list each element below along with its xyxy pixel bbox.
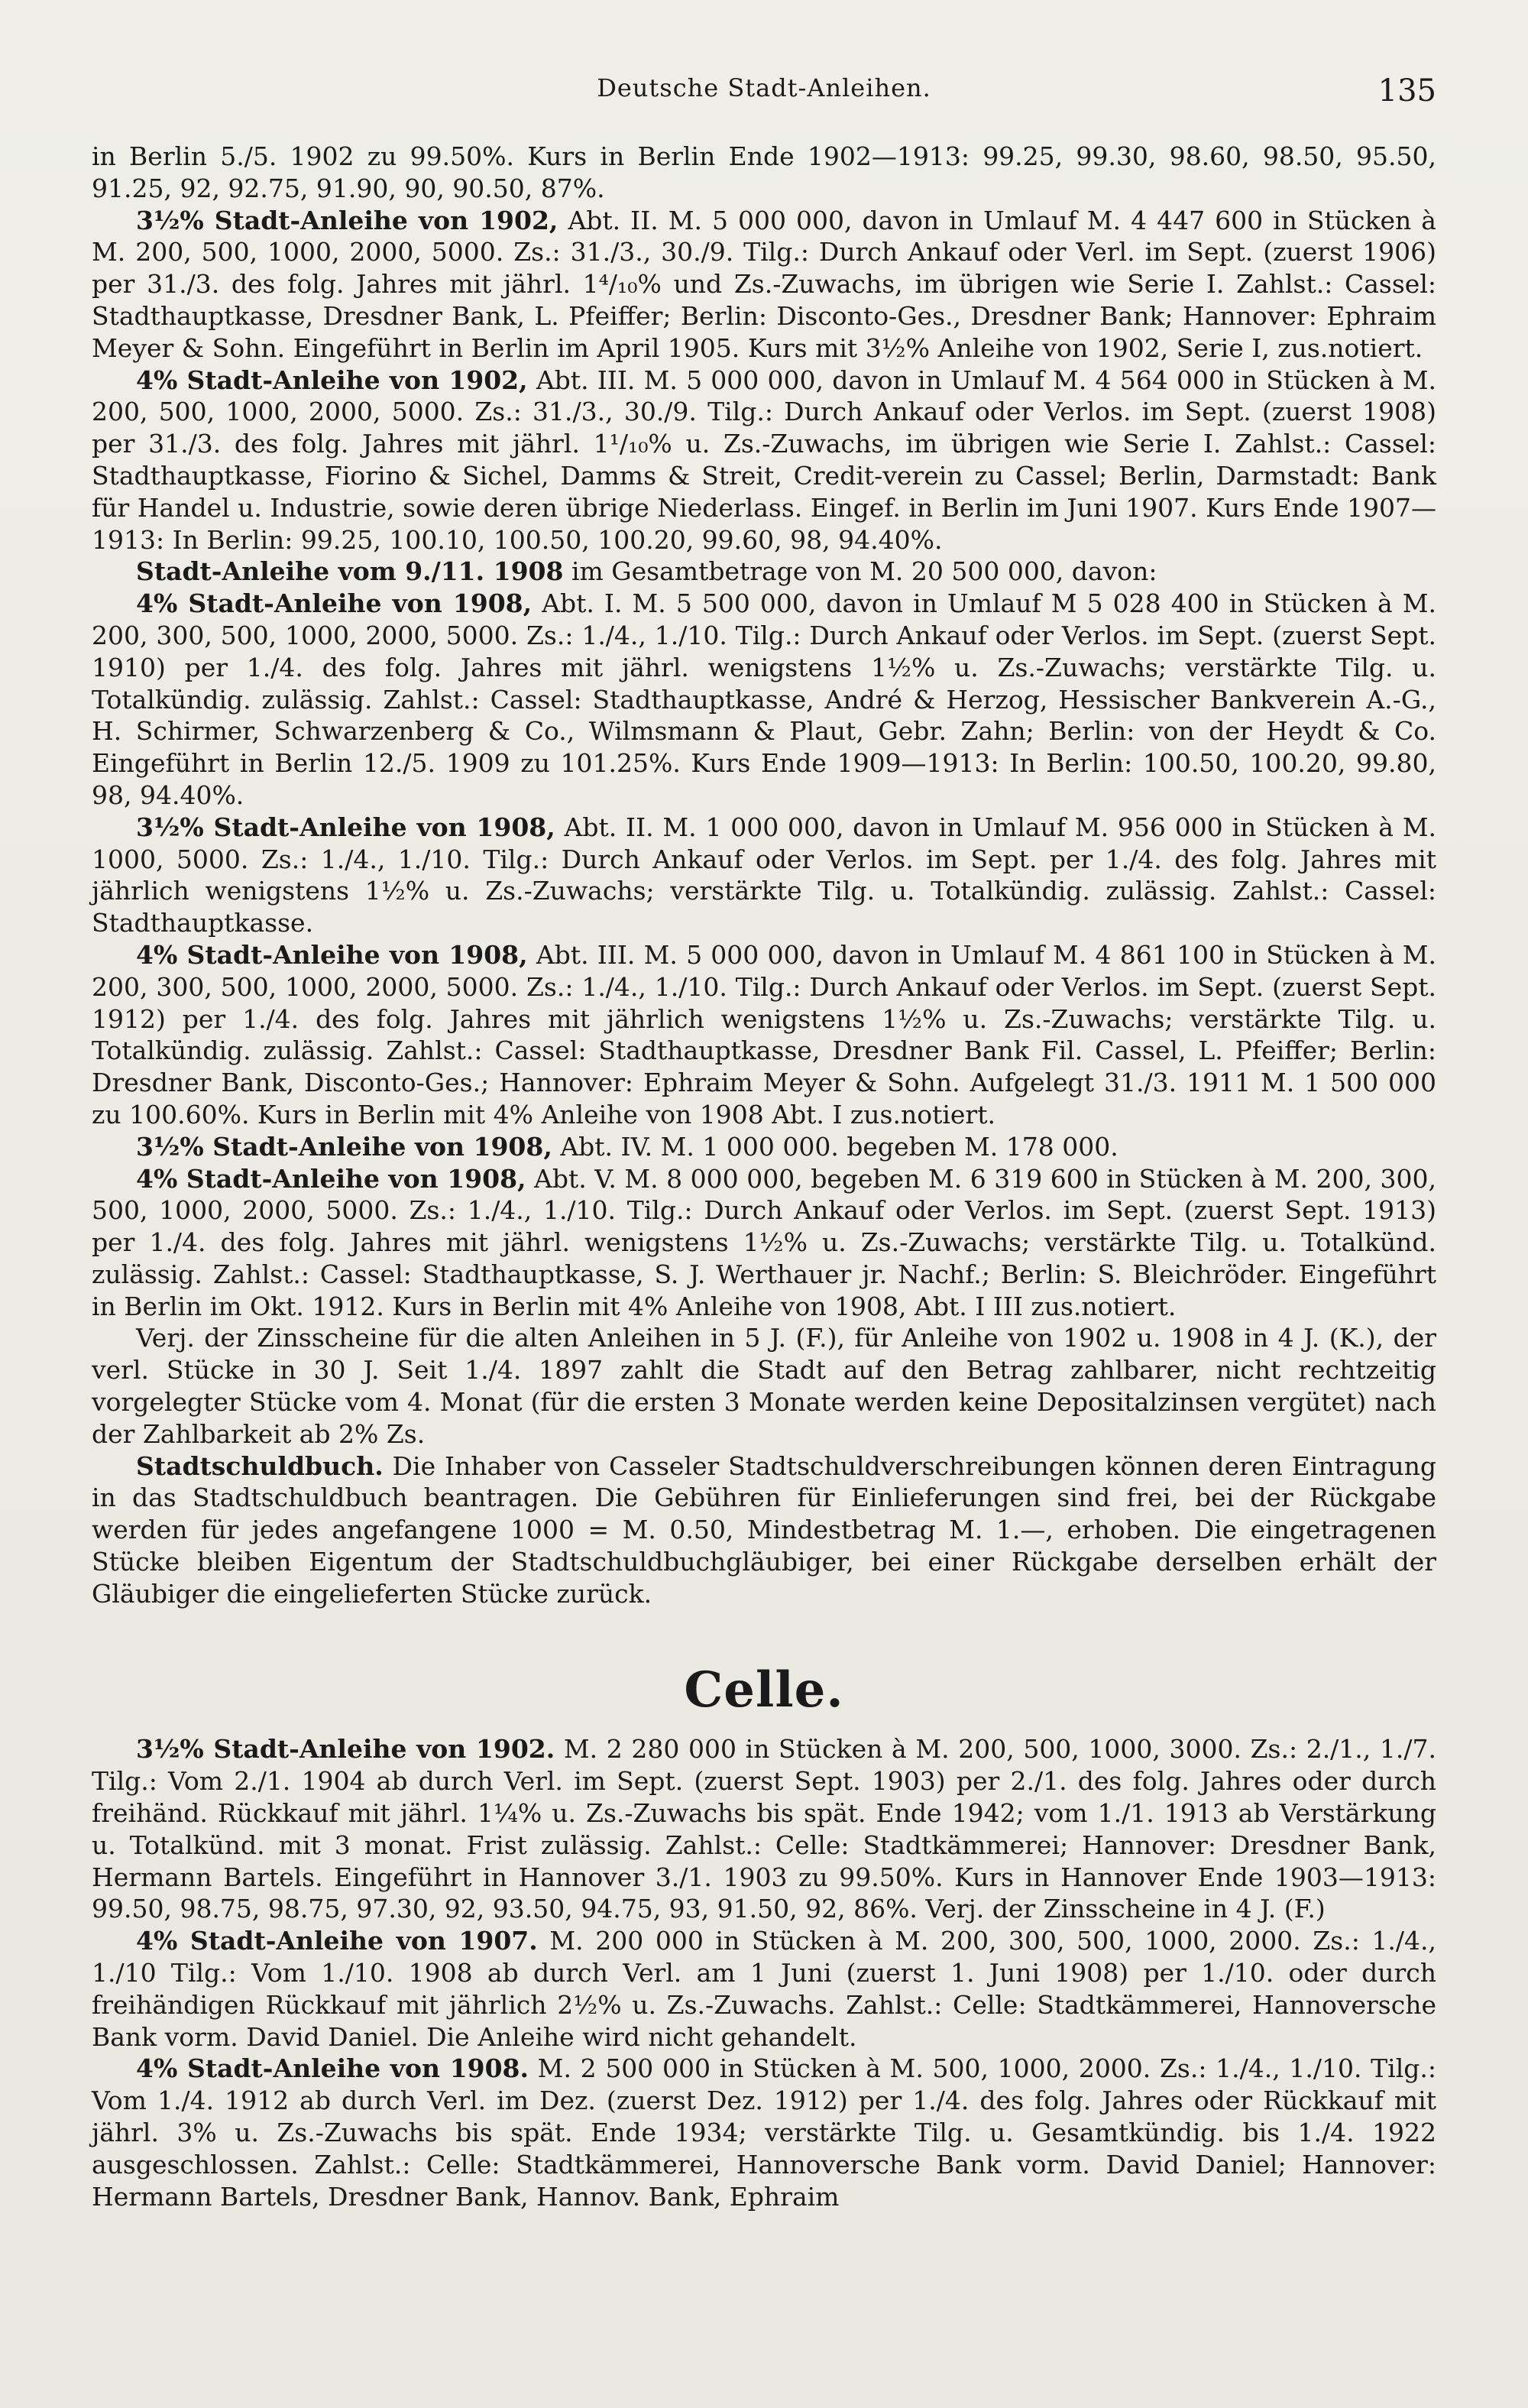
- entry-heading: Stadt-Anleihe vom 9./11. 1908: [136, 556, 564, 587]
- body-text: [92, 141, 1436, 2212]
- entry-text: im Gesamtbetrage von M. 20 500 000, davon:: [563, 556, 1157, 587]
- paragraph-loan-1908-abt-2: [92, 812, 1436, 939]
- paragraph-celle-loan-1907: [92, 1925, 1436, 2053]
- entry-heading: 3½% Stadt-Anleihe von 1902.: [136, 1734, 555, 1765]
- paragraph-stadtschuldbuch: [92, 1450, 1436, 1610]
- entry-text: Abt. V. M. 8 000 000, begeben M. 6 319 600 in Stücken à M. 200, 300, 500, 1000, 2000, 5000. Zs.: 1./4., 1./10. Tilg.: Durch Ankauf oder Verlos. im Sept. (zuerst Sept. 1913) per 1./4. des folg. Jahres mit jährl. wenigstens 1½% u. Zs.-Zuwachs; verstärkte Tilg. u. Totalkünd. zulässig. Zahlst.: Cassel: Stadthauptkasse, S. J. Werthauer jr. Nachf.; Berlin: S. Bleichröder. Eingeführt in Berlin im Okt. 1912. Kurs in Berlin mit 4% Anleihe von 1908, Abt. I III zus.notiert.: [92, 1163, 1436, 1321]
- paragraph-loan-1908-abt-5: [92, 1163, 1436, 1323]
- paragraph-loan-1902-abt-3: [92, 365, 1436, 556]
- paragraph-continuation: in Berlin 5./5. 1902 zu 99.50%. Kurs in Berlin Ende 1902—1913: 99.25, 99.30, 98.60, 98.50, 95.50, 91.25, 92, 92.75, 91.90, 90, 90.50, 87%.: [92, 141, 1436, 203]
- entry-text: Abt. II. M. 5 000 000, davon in Umlauf M. 4 447 600 in Stücken à M. 200, 500, 1000, 2000, 5000. Zs.: 31./3., 30./9. Tilg.: Durch Ankauf oder Verl. im Sept. (zuerst 1906) per 31./3. des folg. Jahres mit jährl. 1⁴/₁₀% und Zs.-Zuwachs, im übrigen wie Serie I. Zahlst.: Cassel: Stadthauptkasse, Dresdner Bank, L. Pfeiffer; Berlin: Disconto-Ges., Dresdner Bank; Hannover: Ephraim Meyer & Sohn. Eingeführt in Berlin im April 1905. Kurs mit 3½% Anleihe von 1902, Serie I, zus.notiert.: [92, 205, 1436, 363]
- page-number: 135: [1377, 73, 1436, 109]
- entry-heading: 3½% Stadt-Anleihe von 1902,: [136, 205, 558, 235]
- entry-heading: 4% Stadt-Anleihe von 1902,: [136, 365, 528, 395]
- paragraph-loan-1908-abt-1: [92, 588, 1436, 812]
- paragraph-celle-loan-1902: [92, 1733, 1436, 1925]
- running-title: Deutsche Stadt-Anleihen.: [597, 73, 931, 102]
- paragraph-loan-1902-abt-2: [92, 205, 1436, 365]
- entry-text: M. 200 000 in Stücken à M. 200, 300, 500, 1000, 2000. Zs.: 1./4., 1./10 Tilg.: Vom 1./10. 1908 ab durch Verl. am 1 Juni (zuerst 1. Juni 1908) per 1./10. oder durch freihändigen Rückkauf mit jährlich 2½% u. Zs.-Zuwachs. Zahlst.: Celle: Stadtkämmerei, Hannoversche Bank vorm. David Daniel. Die Anleihe wird nicht gehandelt.: [92, 1926, 1437, 2052]
- paragraph-coupon-limitation: Verj. der Zinsscheine für die alten Anleihen in 5 J. (F.), für Anleihe von 1902 u. 1908 in 4 J. (K.), der verl. Stücke in 30 J. Seit 1./4. 1897 zahlt die Stadt auf den Betrag zahlbarer, nicht rechtzeitig vorgelegter Stücke vom 4. Monat (für die ersten 3 Monate werden keine Depositalzinsen vergütet) nach der Zahlbarkeit ab 2% Zs.: [92, 1323, 1436, 1449]
- entry-heading: 4% Stadt-Anleihe von 1908,: [136, 588, 533, 619]
- entry-text: Abt. III. M. 5 000 000, davon in Umlauf M. 4 861 100 in Stücken à M. 200, 300, 500, 1000, 2000, 5000. Zs.: 1./4., 1./10. Tilg.: Durch Ankauf oder Verlos. im Sept. (zuerst Sept. 1912) per 1./4. des folg. Jahres mit jährlich wenigstens 1½% u. Zs.-Zuwachs; verstärkte Tilg. u. Totalkündig. zulässig. Zahlst.: Cassel: Stadthauptkasse, Dresdner Bank Fil. Cassel, L. Pfeiffer; Berlin: Dresdner Bank, Disconto-Ges.; Hannover: Ephraim Meyer & Sohn. Aufgelegt 31./3. 1911 M. 1 500 000 zu 100.60%. Kurs in Berlin mit 4% Anleihe von 1908 Abt. I zus.notiert.: [92, 939, 1436, 1129]
- entry-heading: 3½% Stadt-Anleihe von 1908,: [136, 812, 555, 842]
- entry-text: Abt. III. M. 5 000 000, davon in Umlauf M. 4 564 000 in Stücken à M. 200, 500, 1000, 2000, 5000. Zs.: 31./3., 30./9. Tilg.: Durch Ankauf oder Verlos. im Sept. (zuerst 1908) per 31./3. des folg. Jahres mit jährl. 1¹/₁₀% u. Zs.-Zuwachs, im übrigen wie Serie I. Zahlst.: Cassel: Stadthauptkasse, Fiorino & Sichel, Damms & Streit, Credit-verein zu Cassel; Berlin, Darmstadt: Bank für Handel u. Industrie, sowie deren übrige Niederlass. Eingef. in Berlin im Juni 1907. Kurs Ende 1907—1913: In Berlin: 99.25, 100.10, 100.50, 100.20, 99.60, 98, 94.40%.: [92, 365, 1436, 555]
- paragraph-loan-1908-abt-3: [92, 939, 1436, 1131]
- entry-text: M. 2 280 000 in Stücken à M. 200, 500, 1000, 3000. Zs.: 2./1., 1./7. Tilg.: Vom 2./1. 1904 ab durch Verl. im Sept. (zuerst Sept. 1903) per 2./1. des folg. Jahres oder durch freihänd. Rückkauf mit jährl. 1¼% u. Zs.-Zuwachs bis spät. Ende 1942; vom 1./1. 1913 ab Verstärkung u. Totalkünd. mit 3 monat. Frist zulässig. Zahlst.: Celle: Stadtkämmerei; Hannover: Dresdner Bank, Hermann Bartels. Eingeführt in Hannover 3./1. 1903 zu 99.50%. Kurs in Hannover Ende 1903—1913: 99.50, 98.75, 98.75, 97.30, 92, 93.50, 94.75, 93, 91.50, 92, 86%. Verj. der Zinsscheine in 4 J. (F.): [92, 1734, 1436, 1924]
- entry-heading: 3½% Stadt-Anleihe von 1908,: [136, 1131, 552, 1162]
- entry-heading: 4% Stadt-Anleihe von 1908,: [136, 939, 528, 970]
- entry-text: Die Inhaber von Casseler Stadtschuldverschreibungen können deren Eintragung in das Stadtschuldbuch beantragen. Die Gebühren für Einlieferungen sind frei, bei der Rückgabe werden für jedes angefangene 1000 = M. 0.50, Mindestbetrag M. 1.—, erhoben. Die eingetragenen Stücke bleiben Eigentum der Stadtschuldbuchgläubiger, bei einer Rückgabe derselben erhält der Gläubiger die eingelieferten Stücke zurück.: [92, 1450, 1436, 1609]
- running-head: [92, 73, 1436, 119]
- entry-text: Abt. I. M. 5 500 000, davon in Umlauf M 5 028 400 in Stücken à M. 200, 300, 500, 1000, 2000, 5000. Zs.: 1./4., 1./10. Tilg.: Durch Ankauf oder Verlos. im Sept. (zuerst Sept. 1910) per 1./4. des folg. Jahres mit jährl. wenigstens 1½% u. Zs.-Zuwachs; verstärkte Tilg. u. Totalkündig. zulässig. Zahlst.: Cassel: Stadthauptkasse, André & Herzog, Hessischer Bankverein A.-G., H. Schirmer, Schwarzenberg & Co., Wilmsmann & Plaut, Gebr. Zahn; Berlin: von der Heydt & Co. Eingeführt in Berlin 12./5. 1909 zu 101.25%. Kurs Ende 1909—1913: In Berlin: 100.50, 100.20, 99.80, 98, 94.40%.: [92, 588, 1437, 810]
- entry-heading: 4% Stadt-Anleihe von 1908.: [136, 2053, 529, 2084]
- entry-text: M. 2 500 000 in Stücken à M. 500, 1000, 2000. Zs.: 1./4., 1./10. Tilg.: Vom 1./4. 1912 ab durch Verl. im Dez. (zuerst Dez. 1912) per 1./4. des folg. Jahres oder Rückkauf mit jährl. 3% u. Zs.-Zuwachs bis spät. Ende 1934; verstärkte Tilg. u. Gesamtkündig. bis 1./4. 1922 ausgeschlossen. Zahlst.: Celle: Stadtkämmerei, Hannoversche Bank vorm. David Daniel; Hannover: Hermann Bartels, Dresdner Bank, Hannov. Bank, Ephraim: [92, 2053, 1436, 2212]
- paragraph-celle-loan-1908: [92, 2053, 1436, 2212]
- paragraph-loan-1908-total: [92, 556, 1436, 588]
- entry-heading: 4% Stadt-Anleihe von 1907.: [136, 1926, 538, 1956]
- entry-heading: Stadtschuldbuch.: [136, 1450, 384, 1481]
- entry-text: Abt. II. M. 1 000 000, davon in Umlauf M. 956 000 in Stücken à M. 1000, 5000. Zs.: 1./4., 1./10. Tilg.: Durch Ankauf oder Verlos. im Sept. per 1./4. des folg. Jahres mit jährlich wenigstens 1½% u. Zs.-Zuwachs; verstärkte Tilg. u. Totalkündig. zulässig. Zahlst.: Cassel: Stadthauptkasse.: [92, 812, 1436, 938]
- entry-heading: 4% Stadt-Anleihe von 1908,: [136, 1163, 526, 1194]
- entry-text: Abt. IV. M. 1 000 000. begeben M. 178 000.: [552, 1131, 1118, 1162]
- paragraph-loan-1908-abt-4: [92, 1131, 1436, 1163]
- section-heading-celle: Celle.: [684, 1661, 844, 1719]
